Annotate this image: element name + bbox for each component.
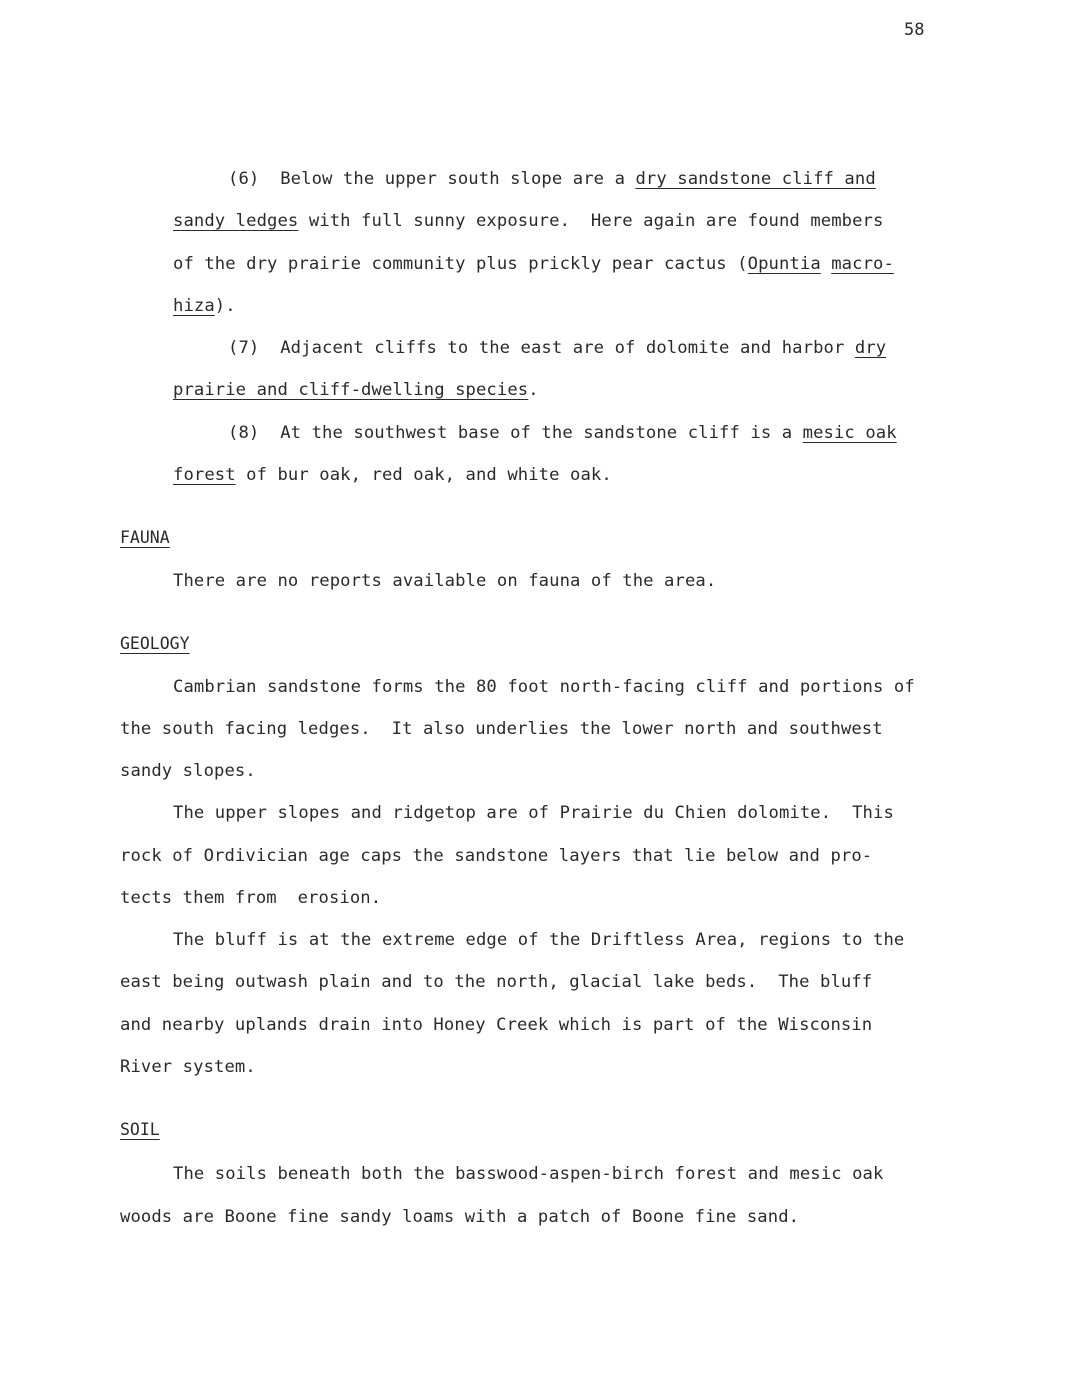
para8-underlined-forest: forest: [173, 465, 236, 485]
para8-line2: [173, 464, 612, 486]
species-epithet-end: hiza: [173, 296, 215, 316]
para6-text: with full sunny exposure. Here again are found members: [298, 211, 884, 231]
para7-line1: [228, 337, 886, 359]
para8-text: of bur oak, red oak, and white oak.: [235, 465, 612, 485]
para6-underlined-ledges: sandy ledges: [173, 211, 299, 231]
soil-p1-line2: woods are Boone fine sandy loams with a patch of Boone fine sand.: [120, 1207, 800, 1227]
species-epithet-start: macro-: [831, 254, 894, 274]
para7-underlined-habitat: dry: [854, 338, 887, 358]
geology-p3-line1: The bluff is at the extreme edge of the Driftless Area, regions to the: [173, 930, 905, 950]
para6-text: of the dry prairie community plus prickly pear cactus (: [173, 254, 748, 274]
para6-text: (6) Below the upper south slope are a: [228, 169, 636, 189]
geology-p3-line2: east being outwash plain and to the north, glacial lake beds. The bluff: [120, 972, 873, 992]
soil-p1-line1: The soils beneath both the basswood-aspen-birch forest and mesic oak: [173, 1164, 884, 1184]
para7-text: .: [528, 380, 539, 400]
para6-underlined-habitat: dry sandstone cliff and: [635, 169, 876, 189]
geology-p2-line2: rock of Ordivician age caps the sandstone layers that lie below and pro-: [120, 846, 873, 866]
para7-text: (7) Adjacent cliffs to the east are of dolomite and harbor: [228, 338, 855, 358]
para7-line2: [173, 379, 539, 401]
geology-p2-line3: tects them from erosion.: [120, 888, 382, 908]
para6-line1: [228, 168, 876, 190]
fauna-heading: FAUNA: [120, 528, 170, 547]
para8-underlined-habitat: mesic oak: [802, 423, 897, 443]
geology-p3-line3: and nearby uplands drain into Honey Creek which is part of the Wisconsin: [120, 1015, 873, 1035]
species-genus: Opuntia: [747, 254, 821, 274]
geology-p1-line3: sandy slopes.: [120, 761, 256, 781]
geology-p1-line1: Cambrian sandstone forms the 80 foot north-facing cliff and portions of: [173, 677, 915, 697]
geology-p1-line2: the south facing ledges. It also underlies the lower north and southwest: [120, 719, 883, 739]
para8-text: (8) At the southwest base of the sandstone cliff is a: [228, 423, 803, 443]
soil-heading: SOIL: [120, 1120, 160, 1139]
geology-heading: GEOLOGY: [120, 634, 190, 653]
para8-line1: [228, 422, 897, 444]
geology-p3-line4: River system.: [120, 1057, 256, 1077]
para7-underlined-habitat-cont: prairie and cliff-dwelling species: [173, 380, 529, 400]
para6-line4: [173, 295, 236, 317]
para6-space: [821, 254, 831, 274]
geology-p2-line1: The upper slopes and ridgetop are of Prairie du Chien dolomite. This: [173, 803, 894, 823]
para6-text: ).: [214, 296, 236, 316]
para6-line2: [173, 210, 883, 232]
para6-line3: [173, 253, 894, 275]
fauna-line1: There are no reports available on fauna of the area.: [173, 571, 717, 591]
page-number: 58: [904, 20, 925, 40]
